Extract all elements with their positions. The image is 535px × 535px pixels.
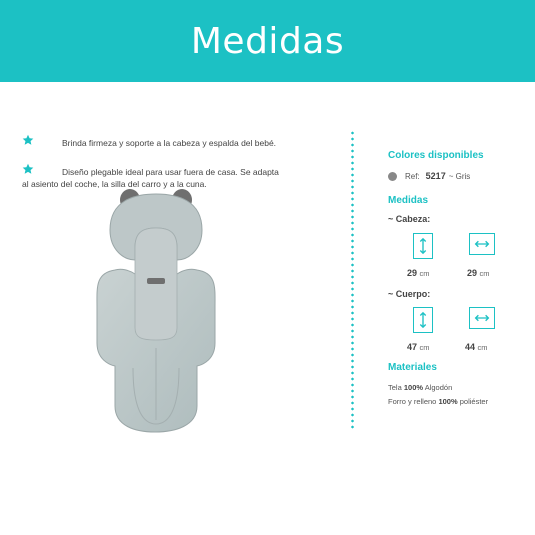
material-fabric: Tela 100% Algodón <box>388 383 453 392</box>
head-width-value: 29 cm <box>467 268 490 278</box>
height-arrow-icon <box>413 233 433 259</box>
color-option-row <box>388 171 470 181</box>
height-arrow-icon <box>413 307 433 333</box>
width-arrow-icon <box>469 233 495 255</box>
star-icon <box>22 134 34 146</box>
material-filling: Forro y relleno 100% poliéster <box>388 397 489 406</box>
ref-number: 5217 <box>425 171 446 181</box>
header-banner <box>0 0 535 82</box>
body-height-value: 47 cm <box>407 342 430 352</box>
body-support-cushion-image <box>85 188 245 438</box>
body-label: ~ Cuerpo: <box>388 289 431 299</box>
measures-title: Medidas <box>388 195 429 206</box>
feature-text-2 <box>22 166 322 190</box>
page-title: Medidas <box>190 20 345 62</box>
width-arrow-icon <box>469 307 495 329</box>
feature-text-1 <box>62 137 276 149</box>
color-name: ~ Gris <box>448 171 471 181</box>
head-height-value: 29 cm <box>407 268 430 278</box>
head-label: ~ Cabeza: <box>388 214 431 224</box>
feature-line: Brinda firmeza y soporte a la cabeza y espalda del bebé. <box>62 138 277 148</box>
body-width-value: 44 cm <box>465 342 488 352</box>
dotted-divider <box>351 130 354 430</box>
color-swatch-gray <box>388 172 397 181</box>
feature-line: Diseño plegable ideal para usar fuera de casa. Se adapta <box>62 167 279 177</box>
feature-line: al asiento del coche, la silla del carro y a la cuna. <box>22 179 207 189</box>
colors-title: Colores disponibles <box>388 150 484 161</box>
ref-label: Ref: <box>405 171 420 181</box>
materials-title: Materiales <box>388 362 437 373</box>
